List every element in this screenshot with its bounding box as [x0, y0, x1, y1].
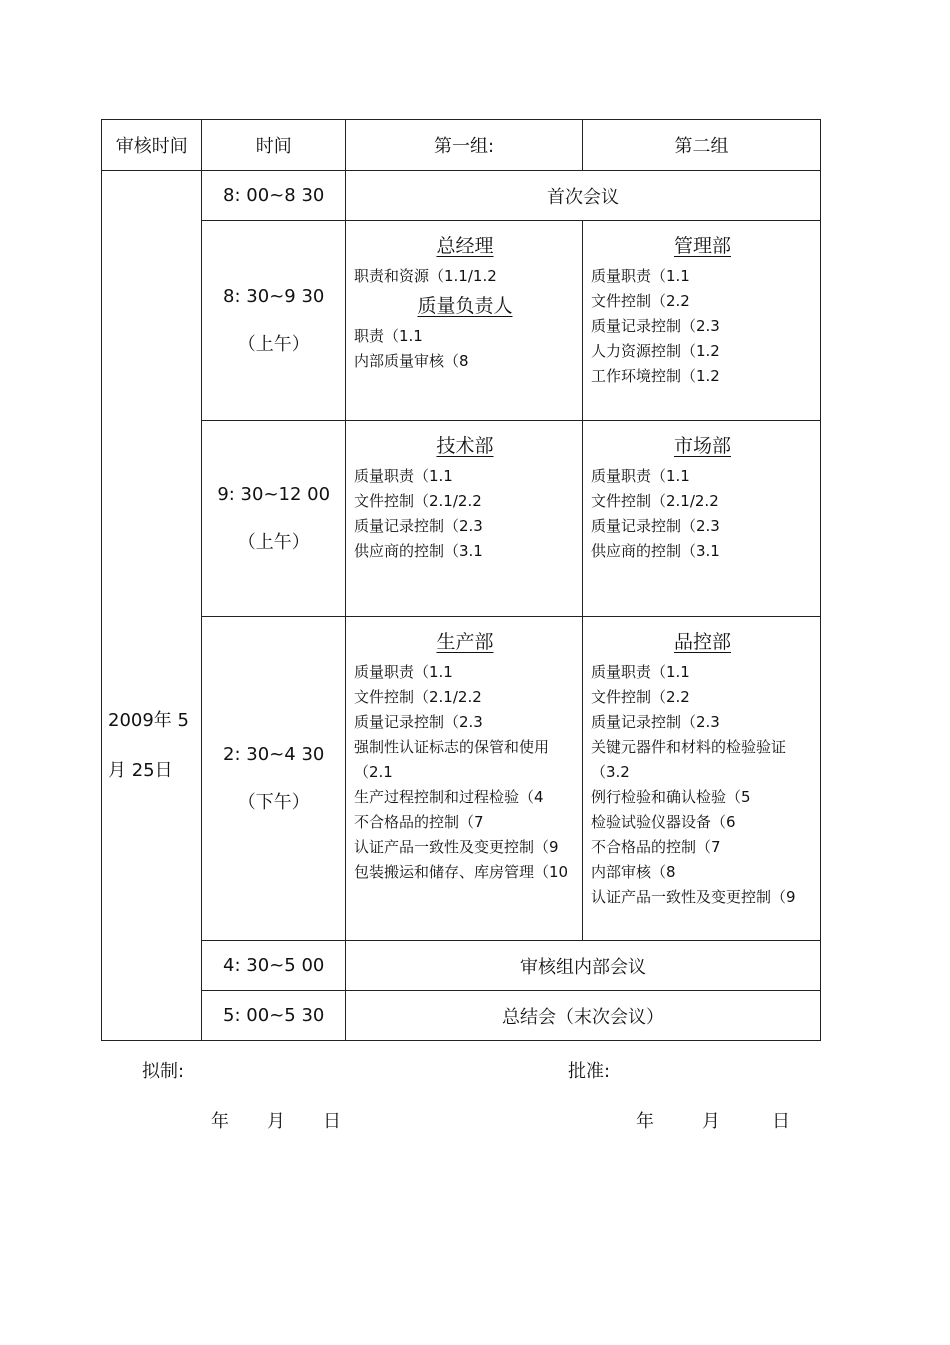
dept-heading: 总经理: [436, 235, 494, 257]
dept-heading: 市场部: [673, 435, 731, 457]
row-closing-meeting: [102, 991, 821, 1041]
approved-month-label: 月: [702, 1111, 720, 1132]
audit-item: 文件控制（2.2: [590, 688, 690, 706]
audit-item: 质量记录控制（2.3: [590, 517, 720, 535]
prepared-by-label: 拟制:: [142, 1061, 185, 1082]
audit-item: 生产过程控制和过程检验（4: [354, 788, 544, 806]
audit-item: 检验试验仪器设备（6: [590, 813, 736, 831]
audit-item: 质量记录控制（2.3: [590, 713, 720, 731]
merged-activity: 总结会（末次会议）: [346, 991, 821, 1041]
group-1-cell: [346, 421, 583, 617]
audit-item: 文件控制（2.1/2.2: [354, 492, 482, 510]
group-1-cell: [346, 617, 583, 941]
prepared-month-label: 月: [267, 1111, 285, 1132]
time-cell: [202, 221, 346, 421]
audit-item: 质量职责（1.1: [354, 663, 453, 681]
audit-item: 文件控制（2.1/2.2: [590, 492, 719, 510]
audit-item: 质量职责（1.1: [590, 467, 690, 485]
merged-activity: 首次会议: [346, 171, 821, 221]
audit-item: 质量记录控制（2.3: [354, 517, 483, 535]
approved-year-label: 年: [636, 1111, 654, 1132]
row-internal-meeting: [102, 941, 821, 991]
header-time: 时间: [202, 120, 346, 171]
audit-item: 强制性认证标志的保管和使用（2.1: [354, 738, 550, 781]
header-audit-time: 审核时间: [102, 120, 202, 171]
audit-item: 文件控制（2.1/2.2: [354, 688, 482, 706]
time-cell: 8: 00~8 30: [202, 171, 346, 221]
time-period: （下午）: [237, 791, 310, 813]
row-opening-meeting: [102, 171, 821, 221]
header-group-1: 第一组:: [346, 120, 583, 171]
row-morning-1: [102, 221, 821, 421]
audit-item: 人力资源控制（1.2: [590, 342, 720, 360]
dept-heading: 管理部: [673, 235, 731, 257]
group-2-cell: [582, 421, 820, 617]
audit-item: 供应商的控制（3.1: [590, 542, 720, 560]
time-range: 8: 30~9 30: [223, 285, 325, 307]
audit-date-line-1: 2009年 5: [108, 709, 189, 731]
audit-item: 不合格品的控制（7: [590, 838, 721, 856]
audit-item: 质量职责（1.1: [354, 467, 453, 485]
row-morning-2: [102, 421, 821, 617]
time-period: （上午）: [237, 531, 310, 553]
audit-item: 工作环境控制（1.2: [590, 367, 720, 385]
audit-item: 不合格品的控制（7: [354, 813, 484, 831]
audit-date-cell: [102, 171, 202, 1041]
audit-item: 质量记录控制（2.3: [354, 713, 483, 731]
audit-item: 质量记录控制（2.3: [590, 317, 720, 335]
group-2-cell: [582, 221, 820, 421]
group-2-cell: [582, 617, 820, 941]
time-cell: 4: 30~5 00: [202, 941, 346, 991]
audit-date-line-2: 月 25日: [108, 759, 173, 781]
row-afternoon: [102, 617, 821, 941]
dept-heading: 技术部: [436, 435, 494, 457]
audit-item: 质量职责（1.1: [590, 663, 690, 681]
audit-item: 包装搬运和储存、库房管理（10: [354, 863, 569, 881]
dept-heading: 品控部: [673, 631, 731, 653]
audit-item: 职责和资源（1.1/1.2: [354, 267, 497, 285]
audit-schedule-table: [101, 119, 821, 1041]
group-1-cell: [346, 221, 583, 421]
header-group-2: 第二组: [582, 120, 820, 171]
time-period: （上午）: [237, 333, 310, 355]
prepared-year-label: 年: [211, 1111, 229, 1132]
audit-item: 供应商的控制（3.1: [354, 542, 483, 560]
time-range: 9: 30~12 00: [217, 483, 331, 505]
prepared-day-label: 日: [323, 1111, 341, 1132]
time-cell: [202, 617, 346, 941]
audit-item: 文件控制（2.2: [590, 292, 690, 310]
audit-item: 认证产品一致性及变更控制（9: [354, 838, 559, 856]
dept-heading: 生产部: [436, 631, 494, 653]
header-row: [102, 120, 821, 171]
audit-item: 质量职责（1.1: [590, 267, 690, 285]
approved-by-label: 批准:: [568, 1061, 611, 1082]
merged-activity: 审核组内部会议: [346, 941, 821, 991]
audit-item: 内部审核（8: [590, 863, 676, 881]
time-cell: [202, 421, 346, 617]
time-cell: 5: 00~5 30: [202, 991, 346, 1041]
dept-heading: 质量负责人: [417, 295, 513, 317]
audit-item: 内部质量审核（8: [354, 352, 469, 370]
audit-item: 关键元器件和材料的检验验证（3.2: [590, 738, 786, 781]
audit-item: 例行检验和确认检验（5: [590, 788, 751, 806]
audit-item: 职责（1.1: [354, 327, 423, 345]
audit-item: 认证产品一致性及变更控制（9: [590, 888, 796, 906]
time-range: 2: 30~4 30: [223, 743, 325, 765]
approved-day-label: 日: [772, 1111, 790, 1132]
